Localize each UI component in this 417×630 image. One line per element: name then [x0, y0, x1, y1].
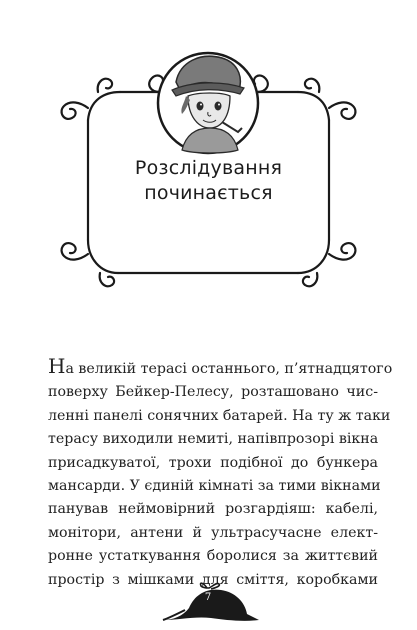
drop-cap: Н — [48, 354, 66, 378]
page-number: 7 — [204, 592, 212, 603]
text-line: монітори, антени й ультрасучасне елект- — [48, 524, 378, 541]
chapter-title — [100, 156, 317, 206]
chapter-frame-ornament — [0, 0, 417, 300]
chapter-title-line-2: починається — [144, 182, 273, 204]
chapter-title-line-1: Розслідування — [134, 157, 283, 179]
deerstalker-hat-ornament-icon — [155, 580, 265, 628]
text-line: поверху Бейкер-Пелесу, розташовано чис- — [48, 384, 378, 401]
body-paragraph — [48, 354, 393, 592]
text-line: мансарди. У єдиній кімнаті за тими вікнами — [48, 478, 381, 495]
text-line: панував неймовірний розгардіяш: кабелі, — [48, 501, 378, 518]
boy-with-hat-portrait-icon — [158, 53, 258, 153]
text-line: присадкуватої, трохи подібної до бункера — [48, 454, 378, 471]
text-line: На великій терасі останнього, п’ятнадцятого — [48, 354, 393, 378]
text-line: ленні панелі сонячних батарей. На ту ж таки — [48, 407, 391, 424]
text-line: терасу виходили немиті, напівпрозорі вікна — [48, 431, 379, 448]
text-line: ронне устаткування боролися за життєвий — [48, 548, 378, 565]
text-line: простір з мішками для сміття, коробками — [48, 571, 378, 588]
